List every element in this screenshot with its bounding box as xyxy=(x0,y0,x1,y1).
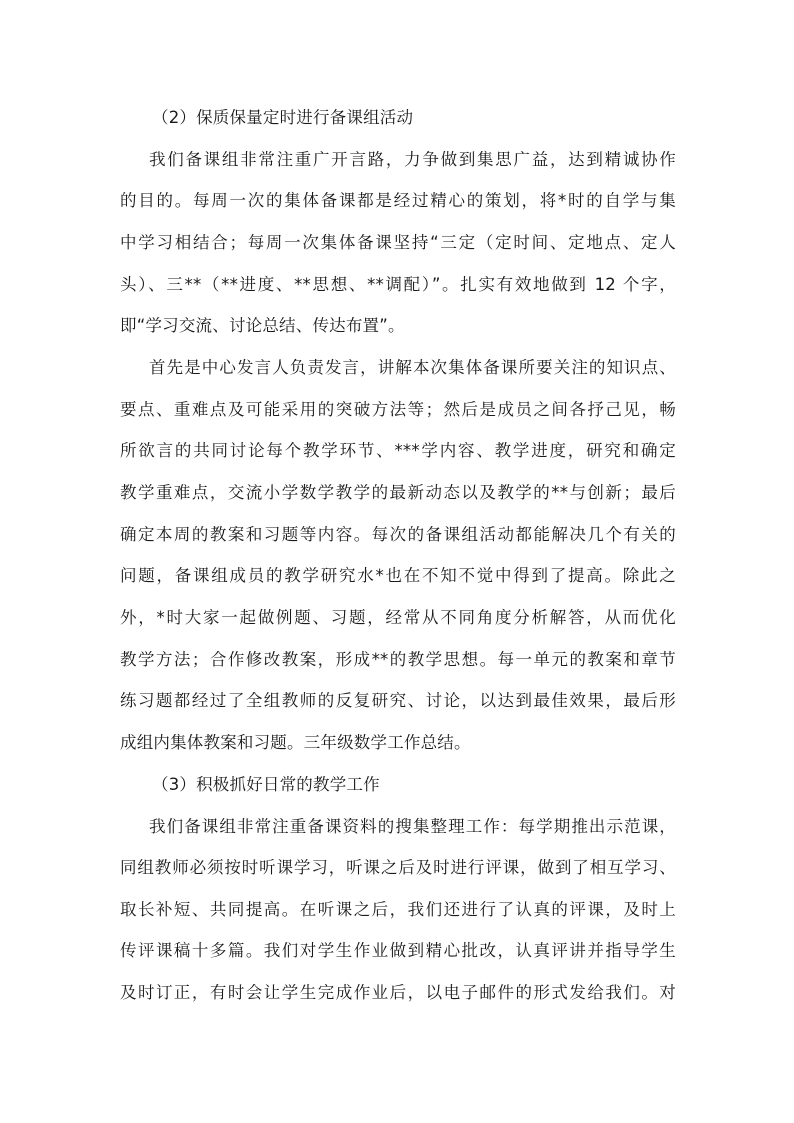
paragraph-line: 中学习相结合；每周一次集体备课坚持“三定（定时间、定地点、定人 xyxy=(120,233,676,252)
paragraph-line: 的目的。每周一次的集体备课都是经过精心的策划，将*时的自学与集 xyxy=(120,191,676,210)
paragraph-line: 练习题都经过了全组教师的反复研究、讨论，以达到最佳效果，最后形 xyxy=(120,691,676,710)
paragraph-line: 我们备课组非常注重备课资料的搜集整理工作：每学期推出示范课， xyxy=(149,817,676,836)
paragraph-line: 取长补短、共同提高。在听课之后，我们还进行了认真的评课，及时上 xyxy=(120,900,676,919)
section-heading-3: （3）积极抓好日常的教学工作 xyxy=(152,775,380,794)
paragraph-line: 头）、三**（**进度、**思想、**调配）”。扎实有效地做到 12 个字， xyxy=(120,275,676,294)
paragraph-line: 成组内集体教案和习题。三年级数学工作总结。 xyxy=(120,733,471,752)
paragraph-line: 我们备课组非常注重广开言路，力争做到集思广益，达到精诚协作 xyxy=(149,150,676,169)
paragraph-line: 首先是中心发言人负责发言，讲解本次集体备课所要关注的知识点、 xyxy=(149,358,676,377)
paragraph-line: 所欲言的共同讨论每个教学环节、***学内容、教学进度，研究和确定 xyxy=(120,441,676,460)
paragraph-line: 同组教师必须按时听课学习，听课之后及时进行评课，做到了相互学习、 xyxy=(120,858,676,877)
paragraph-line: 外，*时大家一起做例题、习题，经常从不同角度分析解答，从而优化 xyxy=(120,608,676,627)
paragraph-line: 传评课稿十多篇。我们对学生作业做到精心批改，认真评讲并指导学生 xyxy=(120,941,676,960)
paragraph-line: 教学方法；合作修改教案，形成**的教学思想。每一单元的教案和章节 xyxy=(120,650,676,669)
paragraph-line: 要点、重难点及可能采用的突破方法等；然后是成员之间各抒己见，畅 xyxy=(120,400,676,419)
paragraph-line: 教学重难点，交流小学数学教学的最新动态以及教学的**与创新；最后 xyxy=(120,483,676,502)
paragraph-line: 确定本周的教案和习题等内容。每次的备课组活动都能解决几个有关的 xyxy=(120,525,676,544)
paragraph-line: 及时订正，有时会让学生完成作业后，以电子邮件的形式发给我们。对 xyxy=(120,983,676,1002)
paragraph-line: 即“学习交流、讨论总结、传达布置”。 xyxy=(120,316,405,335)
section-heading-2: （2）保质保量定时进行备课组活动 xyxy=(152,108,414,127)
paragraph-line: 问题，备课组成员的教学研究水*也在不知不觉中得到了提高。除此之 xyxy=(120,566,676,585)
